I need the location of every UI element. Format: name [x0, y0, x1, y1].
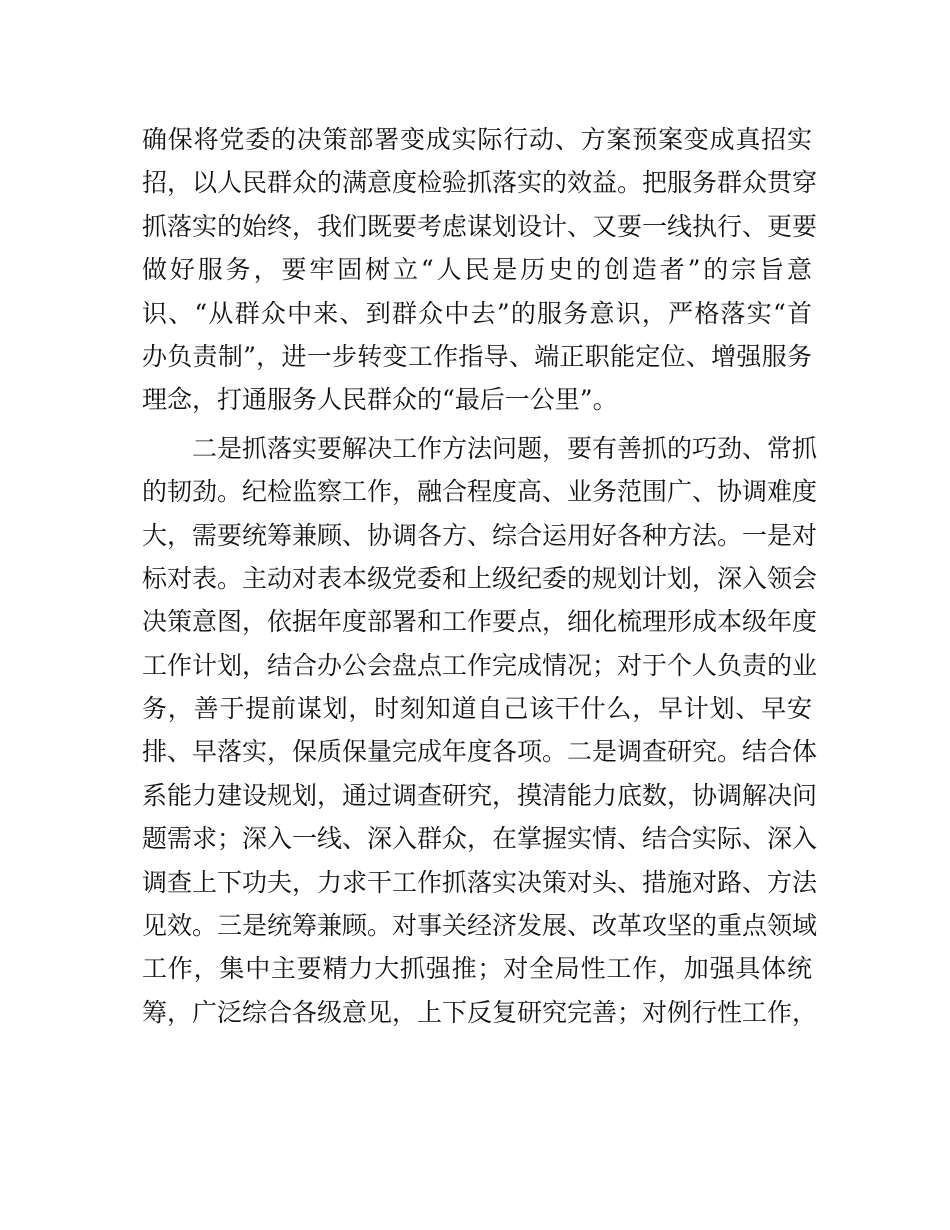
paragraph-2-line-14: 筹，广泛综合各级意见，上下反复研究完善；对例行性工作， [142, 997, 818, 1027]
paragraph-2-line-12: 见效。三是统筹兼顾。对事关经济发展、改革攻坚的重点领域 [142, 911, 818, 941]
paragraph-2-line-6: 工作计划，结合办公会盘点工作完成情况；对于个人负责的业 [142, 650, 818, 680]
paragraph-2-line-11: 调查上下功夫，力求干工作抓落实决策对头、措施对路、方法 [142, 867, 818, 897]
paragraph-1 [142, 118, 818, 422]
paragraph-2-line-7: 务，善于提前谋划，时刻知道自己该干什么，早计划、早安 [142, 694, 812, 724]
paragraph-2-line-2: 的韧劲。纪检监察工作，融合程度高、业务范围广、协调难度 [142, 477, 818, 507]
paragraph-1-line-4: 做好服务，要牢固树立“人民是历史的创造者”的宗旨意 [142, 255, 812, 285]
paragraph-1-line-7: 理念，打通服务人民群众的“最后一公里”。 [142, 385, 618, 415]
paragraph-1-line-6: 办负责制”，进一步转变工作指导、端正职能定位、增强服务 [142, 341, 812, 371]
document-body [142, 118, 818, 1078]
paragraph-2-line-3: 大，需要统筹兼顾、协调各方、综合运用好各种方法。一是对 [142, 520, 818, 550]
paragraph-2-line-4: 标对表。主动对表本级党委和上级纪委的规划计划，深入领会 [142, 563, 818, 593]
paragraph-2-line-9: 系能力建设规划，通过调查研究，摸清能力底数，协调解决问 [142, 780, 818, 810]
paragraph-2-line-5: 决策意图，依据年度部署和工作要点，细化梳理形成本级年度 [142, 607, 818, 637]
paragraph-1-line-1: 确保将党委的决策部署变成实际行动、方案预案变成真招实 [142, 125, 812, 154]
paragraph-1-line-3: 抓落实的始终，我们既要考虑谋划设计、又要一线执行、更要 [142, 211, 818, 241]
paragraph-2-line-8: 排、早落实，保质保量完成年度各项。二是调查研究。结合体 [142, 737, 818, 767]
paragraph-2-line-10: 题需求；深入一线、深入群众，在掌握实情、结合实际、深入 [142, 824, 818, 854]
paragraph-2-line-13: 工作，集中主要精力大抓强推；对全局性工作，加强具体统 [142, 954, 812, 984]
paragraph-1-line-2: 招，以人民群众的满意度检验抓落实的效益。把服务群众贯穿 [142, 168, 818, 198]
paragraph-2 [142, 427, 818, 1078]
paragraph-1-line-5: 识、“从群众中来、到群众中去”的服务意识，严格落实“首 [142, 298, 812, 328]
paragraph-2-line-15 [142, 1034, 812, 1077]
paragraph-2-line-1: 二是抓落实要解决工作方法问题，要有善抓的巧劲、常抓 [192, 433, 818, 463]
